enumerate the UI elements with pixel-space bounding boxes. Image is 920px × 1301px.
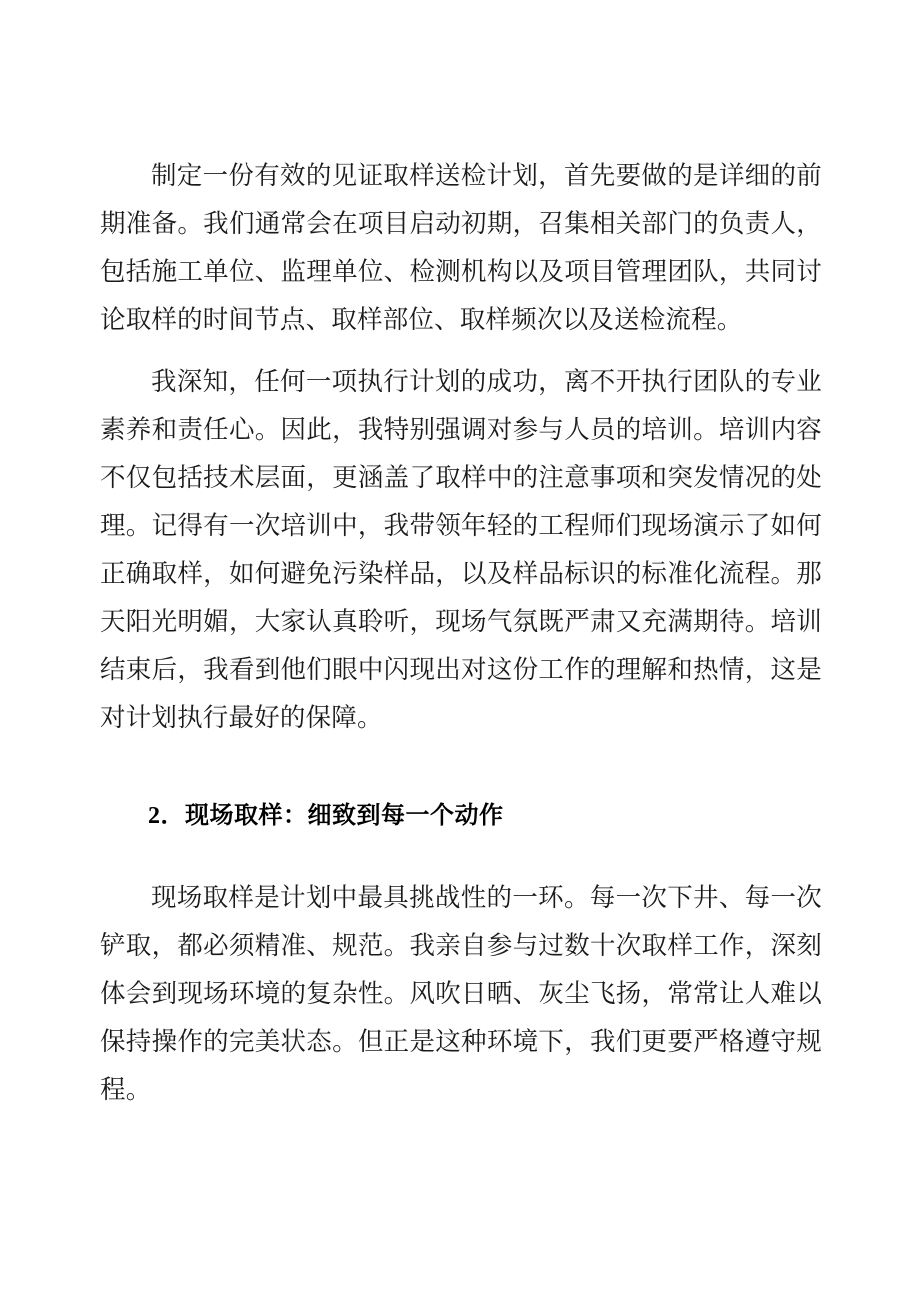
heading-bottom-spacer xyxy=(100,840,822,874)
document-body xyxy=(100,152,822,1126)
paragraph-preparation: 制定一份有效的见证取样送检计划，首先要做的是详细的前期准备。我们通常会在项目启动初期，召集相关部门的负责人，包括施工单位、监理单位、检测机构以及项目管理团队，共同讨论取样的时间节点、取样部位、取样频次以及送检流程。 xyxy=(100,161,822,334)
paragraph-training: 我深知，任何一项执行计划的成功，离不开执行团队的专业素养和责任心。因此，我特别强调对参与人员的培训。培训内容不仅包括技术层面，更涵盖了取样中的注意事项和突发情况的处理。记得有一次培训中，我带领年轻的工程师们现场演示了如何正确取样，如何避免污染样品，以及样品标识的标准化流程。那天阳光明媚，大家认真聆听，现场气氛既严肃又充满期待。培训结束后，我看到他们眼中闪现出对这份工作的理解和热情，这是对计划执行最好的保障。 xyxy=(100,367,822,732)
section-heading-separator: ． xyxy=(160,802,185,829)
section-heading-2 xyxy=(100,792,822,840)
section-heading-label: 现场取样：细致到每一个动作 xyxy=(185,802,504,829)
paragraph-field-sampling: 现场取样是计划中最具挑战性的一环。每一次下井、每一次铲取，都必须精准、规范。我亲自参与过数十次取样工作，深刻体会到现场环境的复杂性。风吹日晒、灰尘飞扬，常常让人难以保持操作的完美状态。但正是这种环境下，我们更要严格遵守规程。 xyxy=(100,883,822,1104)
section-heading-number: 2 xyxy=(148,803,161,829)
heading-top-spacer xyxy=(100,756,822,792)
